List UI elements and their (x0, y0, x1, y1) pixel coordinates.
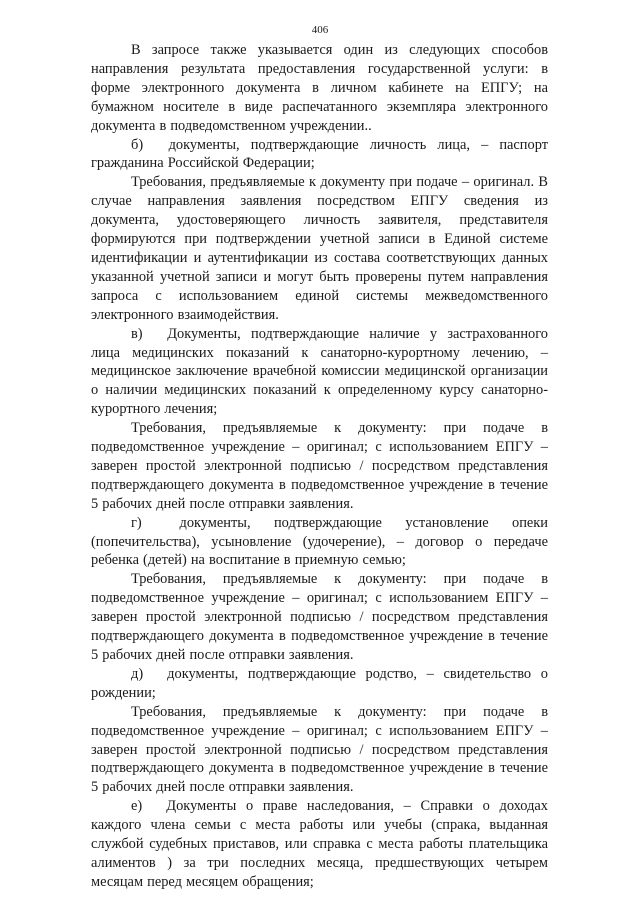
paragraph-item-v: в) Документы, подтверждающие наличие у застрахованного лица медицинских показаний к санаторно-курортному лечению, – медицинское заключение врачебной комиссии медицинской организации о наличии медицинских показаний к определенному курсу санаторно-курортного лечения; (91, 325, 548, 418)
paragraph-item-d: д) документы, подтверждающие родство, – свидетельство о рождении; (91, 665, 548, 701)
paragraph-item-g: г) документы, подтверждающие установление опеки (попечительства), усыновление (удочерение), – договор о передаче ребенка (детей) на воспитание в приемную семью; (91, 514, 548, 569)
paragraph-item-b: б) документы, подтверждающие личность лица, – паспорт гражданина Российской Федерации; (91, 136, 548, 172)
paragraph-requirements-b: Требования, предъявляемые к документу при подаче – оригинал. В случае направления заявления посредством ЕПГУ сведения из документа, удостоверяющего личность заявителя, представителя формируются при подтверждении учетной записи в Единой системе идентификации и аутентификации из состава соответствующих данных указанной учетной записи и могут быть проверены путем направления запроса с использованием единой системы межведомственного электронного взаимодействия. (91, 174, 548, 323)
paragraph-requirements-d: Требования, предъявляемые к документу: при подаче в подведомственное учреждение – оригинал; с использованием ЕПГУ – заверен простой электронной подписью / посредством представления подтверждающего документа в подведомственное учреждение в течение 5 рабочих дней после отправки заявления. (91, 703, 548, 796)
paragraph-request-methods: В запросе также указывается один из следующих способов направления результата предоставления государственной услуги: в форме электронного документа в личном кабинете на ЕПГУ; на бумажном носителе в виде распечатанного экземпляра электронного документа в подведомственном учреждении.. (91, 42, 548, 134)
document-body (91, 41, 548, 892)
paragraph-requirements-g: Требования, предъявляемые к документу: при подаче в подведомственное учреждение – оригинал; с использованием ЕПГУ – заверен простой электронной подписью / посредством представления подтверждающего документа в подведомственное учреждение в течение 5 рабочих дней после отправки заявления. (91, 571, 548, 663)
paragraph-item-e: е) Документы о праве наследования, – Справки о доходах каждого члена семьи с места работы или учебы (спрака, выданная службой судебных приставов, или справка с места работы плательщика алиментов ) за три последних месяца, предшествующих четырем месяцам перед месяцем обращения; (91, 798, 548, 890)
page-number: 406 (311, 24, 329, 36)
paragraph-requirements-v: Требования, предъявляемые к документу: при подаче в подведомственное учреждение – оригинал; с использованием ЕПГУ – заверен простой электронной подписью / посредством представления подтверждающего документа в подведомственное учреждение в течение 5 рабочих дней после отправки заявления. (91, 420, 548, 512)
